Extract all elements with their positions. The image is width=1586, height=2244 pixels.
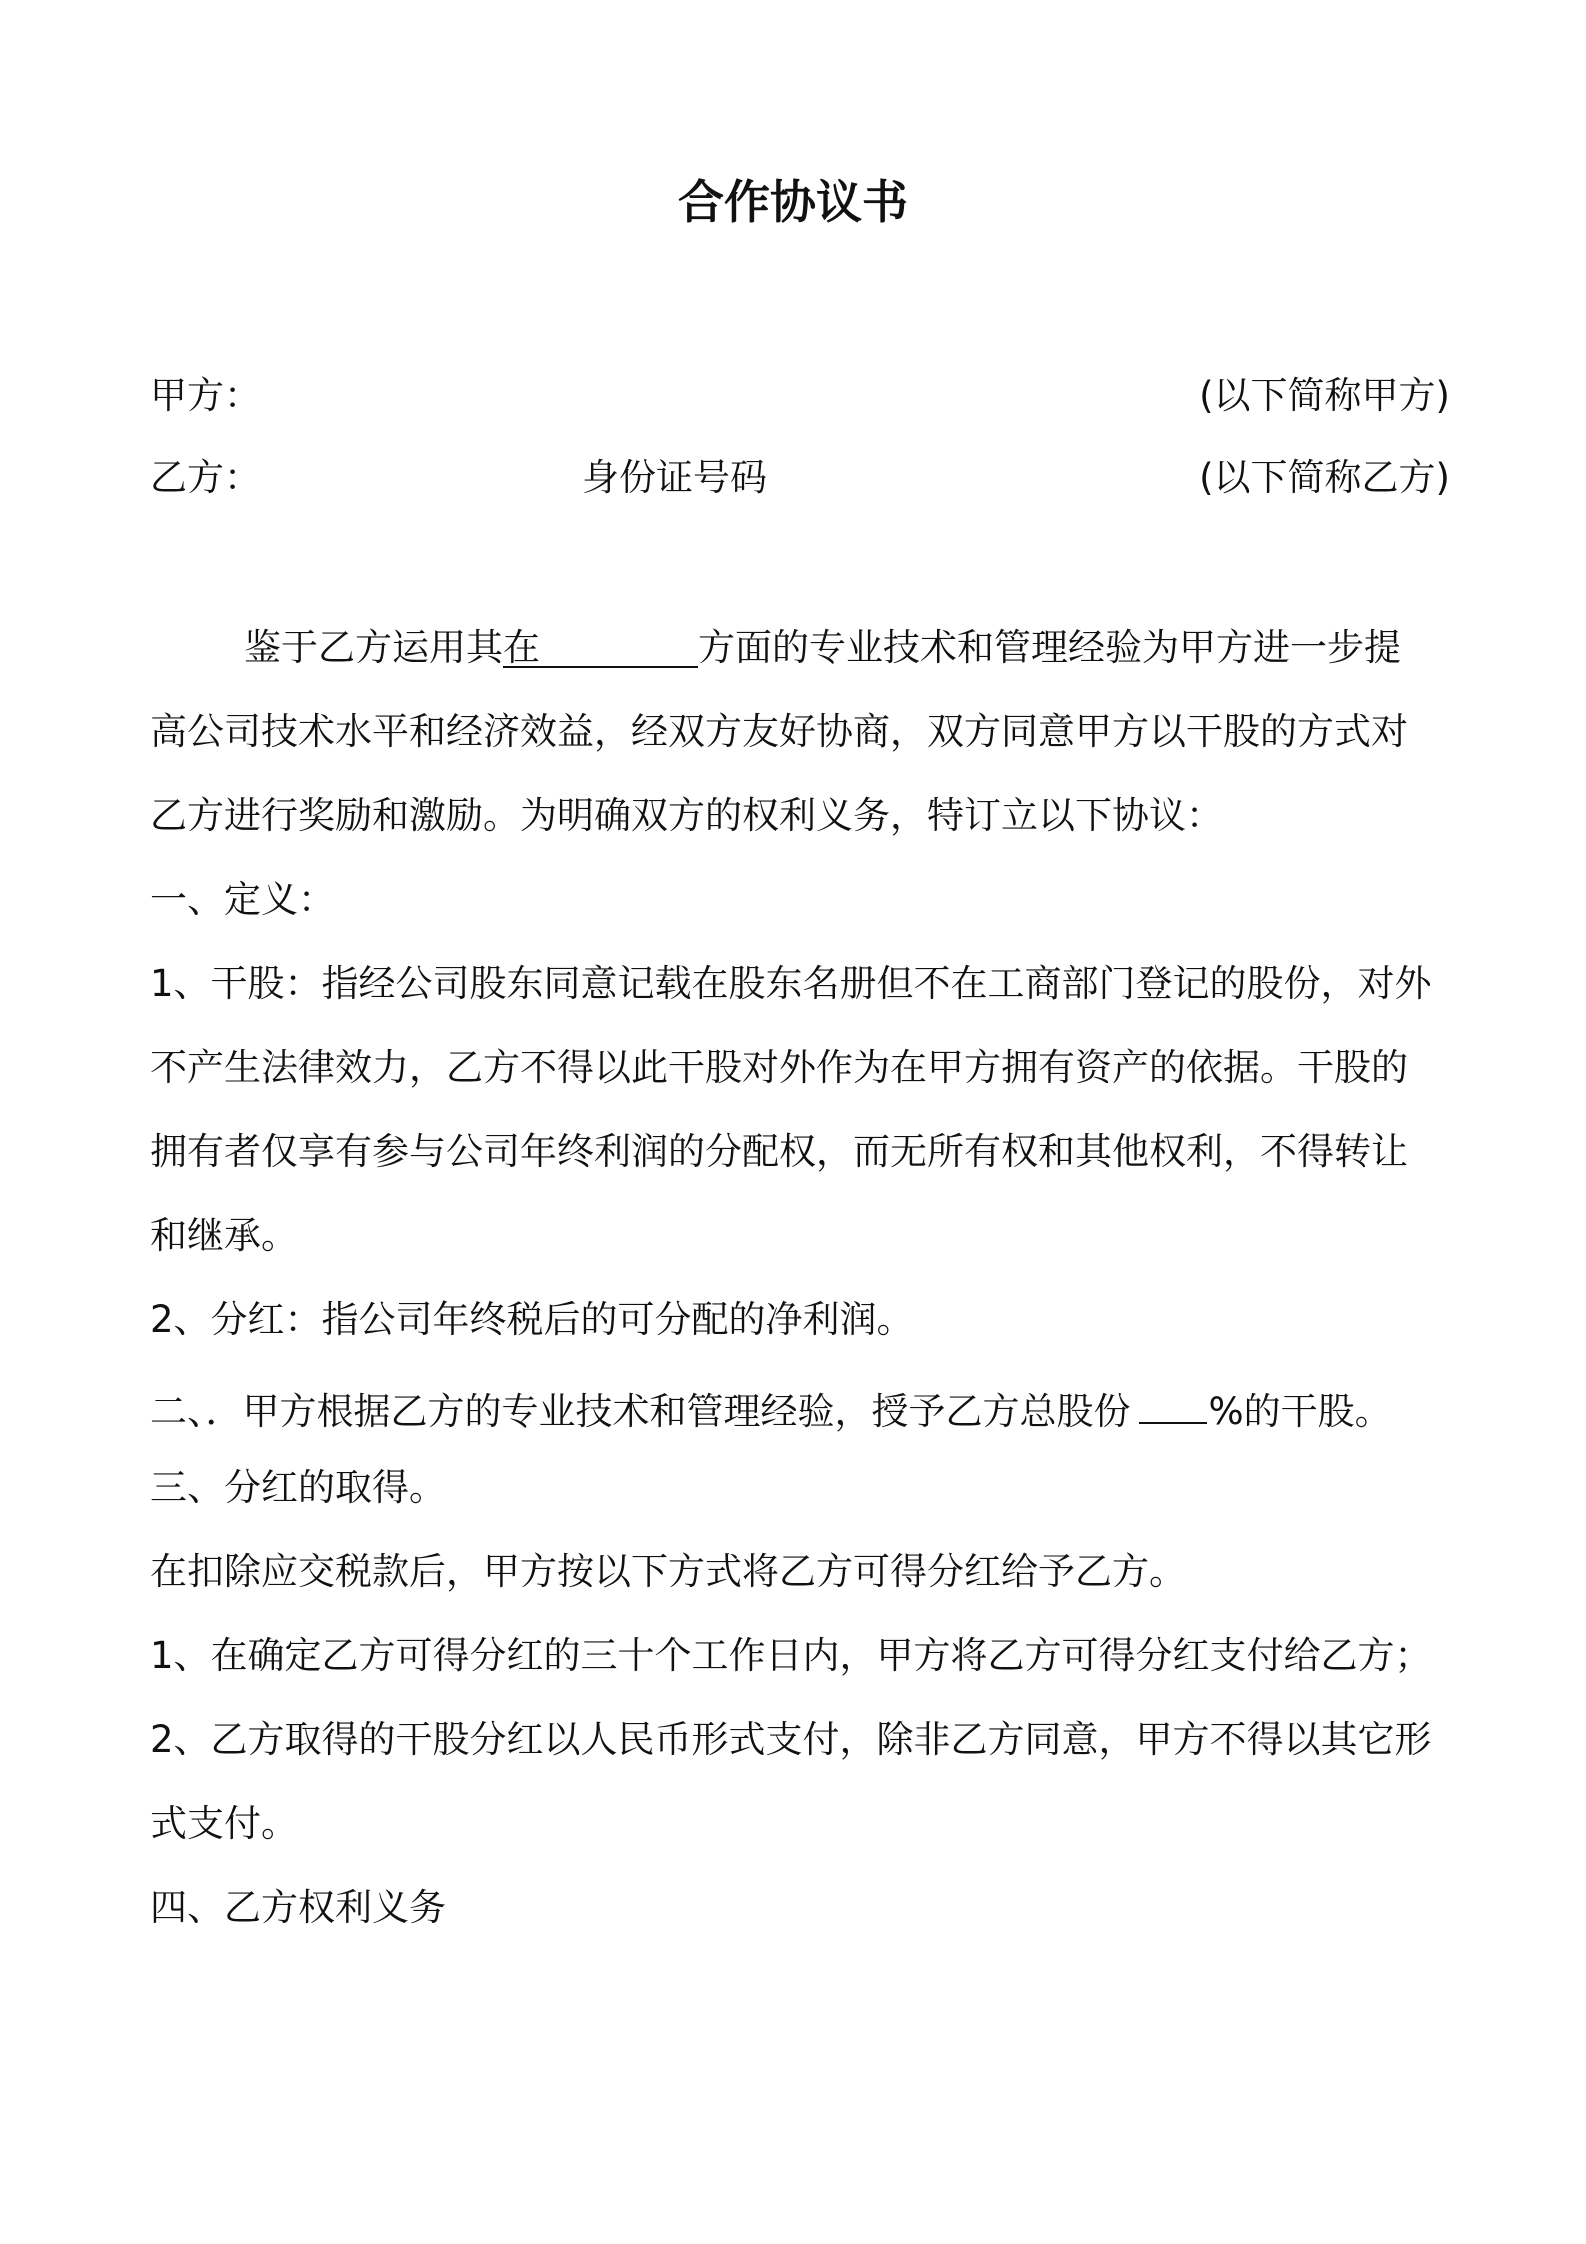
party-b-row <box>150 452 1450 504</box>
section-1-heading: 一、定义： <box>150 878 335 921</box>
party-a-label: 甲方： <box>150 374 261 417</box>
section-3-item-2-line-2: 式支付。 <box>150 1802 298 1845</box>
section-3-intro: 在扣除应交税款后，甲方按以下方式将乙方可得分红给予乙方。 <box>150 1550 1186 1593</box>
share-percent-field[interactable] <box>1139 1378 1207 1424</box>
section-1-item-2: 2、分红：指公司年终税后的可分配的净利润。 <box>150 1298 914 1341</box>
intro-text-before: 鉴于乙方运用其 <box>244 626 503 669</box>
intro-text-after: 方面的专业技术和管理经验为甲方进一步提 <box>698 626 1401 669</box>
section-1-item-1-line-2: 不产生法律效力，乙方不得以此干股对外作为在甲方拥有资产的依据。干股的 <box>150 1046 1408 1089</box>
document-title: 合作协议书 <box>678 175 908 229</box>
section-4-heading: 四、乙方权利义务 <box>150 1886 446 1929</box>
intro-line-1 <box>150 622 1544 674</box>
section-3-heading: 三、分红的取得。 <box>150 1466 446 1509</box>
section-1-item-1-line-1: 1、干股：指经公司股东同意记载在股东名册但不在工商部门登记的股份，对外 <box>150 962 1432 1005</box>
section-3-item-1: 1、在确定乙方可得分红的三十个工作日内，甲方将乙方可得分红支付给乙方； <box>150 1634 1432 1677</box>
section-1-item-1-line-4: 和继承。 <box>150 1214 298 1257</box>
intro-line-3: 乙方进行奖励和激励。为明确双方的权利义务，特订立以下协议： <box>150 794 1223 837</box>
section-2-text-after: %的干股。 <box>1208 1390 1392 1433</box>
party-a-row <box>150 370 1450 422</box>
section-2-text-before: 二、．甲方根据乙方的专业技术和管理经验，授予乙方总股份 <box>150 1390 1131 1433</box>
section-2-line <box>150 1378 1450 1433</box>
party-b-id-label: 身份证号码 <box>582 456 767 499</box>
expertise-field[interactable] <box>503 622 698 668</box>
party-b-note: (以下简称乙方) <box>1199 456 1450 499</box>
party-b-label: 乙方： <box>150 456 261 499</box>
intro-line-2: 高公司技术水平和经济效益，经双方友好协商，双方同意甲方以干股的方式对 <box>150 710 1408 753</box>
section-3-item-2-line-1: 2、乙方取得的干股分红以人民币形式支付，除非乙方同意，甲方不得以其它形 <box>150 1718 1432 1761</box>
expertise-field-prefix: 在 <box>503 626 540 669</box>
section-1-item-1-line-3: 拥有者仅享有参与公司年终利润的分配权，而无所有权和其他权利，不得转让 <box>150 1130 1408 1173</box>
party-a-note: (以下简称甲方) <box>1199 374 1450 417</box>
